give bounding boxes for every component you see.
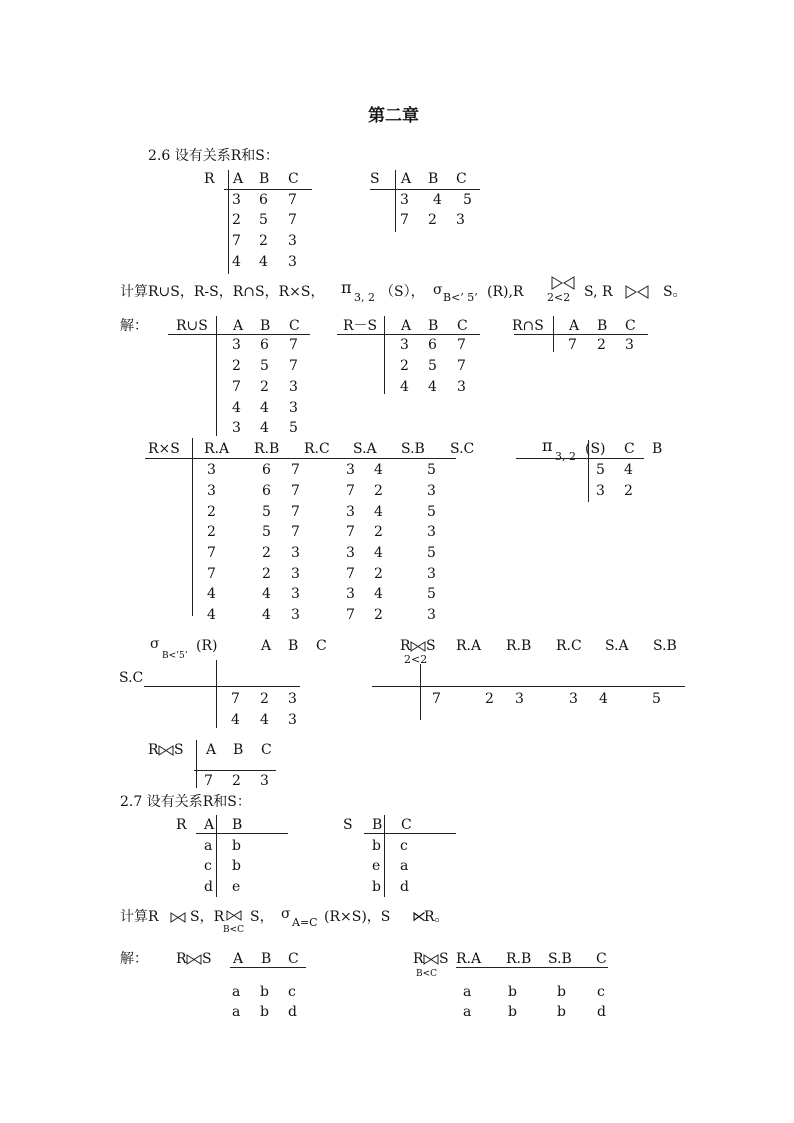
col-header: S.A	[353, 441, 377, 457]
cell: 4	[260, 712, 269, 728]
solution-label: 解：	[120, 318, 148, 334]
cell: 2	[232, 212, 241, 228]
col-header: B	[652, 441, 663, 457]
natural-join-icon	[158, 745, 174, 756]
cell: 4	[262, 607, 271, 623]
header-rule	[337, 334, 480, 335]
pi-symbol: π	[542, 436, 553, 455]
cell: e	[372, 858, 381, 874]
cell: 7	[232, 379, 241, 395]
cell: b	[508, 1004, 517, 1020]
cell: 3	[625, 337, 634, 353]
col-header: B	[232, 817, 243, 833]
col-header: C	[316, 638, 327, 654]
cell: d	[597, 1004, 606, 1020]
cell: 3	[288, 233, 297, 249]
task-text: S, R	[584, 284, 613, 300]
cell: 3	[400, 337, 409, 353]
cell: 4	[374, 545, 383, 561]
cell: 2	[262, 566, 271, 582]
column-divider	[588, 440, 589, 502]
cell: 4	[400, 379, 409, 395]
cell: 7	[288, 192, 297, 208]
cell: c	[400, 838, 408, 854]
sigma-subscript: B<’ 5’	[443, 291, 478, 304]
cell: 3	[291, 545, 300, 561]
cell: 7	[346, 483, 355, 499]
header-rule	[168, 334, 310, 335]
cell: e	[232, 879, 241, 895]
cell: 7	[346, 607, 355, 623]
cell: 3	[207, 462, 216, 478]
cell: b	[260, 1004, 269, 1020]
col-header: C	[401, 817, 412, 833]
cell: 3	[346, 586, 355, 602]
sigma-symbol: σ	[433, 282, 443, 298]
header-rule	[516, 458, 644, 459]
col-header: B	[597, 318, 608, 334]
cell: 7	[457, 337, 466, 353]
cell: 3	[291, 566, 300, 582]
cell: 3	[232, 192, 241, 208]
column-divider	[395, 170, 396, 232]
cell: 7	[346, 524, 355, 540]
cell: d	[204, 879, 213, 895]
natural-join-icon	[624, 285, 650, 299]
task-text: (R),R	[487, 284, 524, 300]
cell: 2	[232, 358, 241, 374]
sigma-symbol: σ	[281, 906, 291, 922]
cell: 2	[400, 358, 409, 374]
cell: 4	[260, 420, 269, 436]
task-text: 计算R∪S，R-S，R∩S，R×S，	[120, 284, 325, 300]
column-divider	[216, 660, 217, 728]
cell: 3	[207, 483, 216, 499]
col-header: R.A	[456, 951, 482, 967]
cell: 3	[400, 192, 409, 208]
col-header: B	[260, 318, 271, 334]
cell: 7	[207, 545, 216, 561]
join-left: R	[148, 742, 159, 758]
cell: 2	[374, 566, 383, 582]
cell: 3	[288, 254, 297, 270]
cell: 2	[259, 233, 268, 249]
cell: 5	[428, 358, 437, 374]
cell: 4	[260, 400, 269, 416]
cell: 6	[262, 483, 271, 499]
header-rule	[370, 189, 480, 190]
join-icon	[410, 641, 426, 652]
relation-name: R×S	[148, 441, 180, 457]
pi-subscript: 3, 2	[555, 450, 576, 463]
join-left: R	[413, 951, 424, 967]
sigma-subscript: A=C	[292, 916, 318, 929]
header-rule	[144, 686, 300, 687]
cell: 2	[624, 483, 633, 499]
column-divider	[216, 316, 217, 436]
cell: 5	[289, 420, 298, 436]
cell: 3	[232, 337, 241, 353]
cell: 3	[427, 524, 436, 540]
col-header: R.C	[304, 441, 330, 457]
col-header: S.B	[653, 638, 677, 654]
relation-name: S	[343, 817, 353, 833]
cell: 7	[207, 566, 216, 582]
col-header: A	[401, 318, 412, 334]
cell: b	[232, 858, 241, 874]
cell: 7	[231, 691, 240, 707]
cell: 7	[289, 358, 298, 374]
cell: 6	[259, 192, 268, 208]
cell: 7	[400, 212, 409, 228]
cell: 4	[433, 192, 442, 208]
solution-label-2-7: 解：	[120, 951, 148, 967]
join-icon	[226, 910, 242, 921]
cell: a	[463, 1004, 472, 1020]
section-2-6-heading: 2.6 设有关系R和S：	[148, 148, 279, 164]
cell: 7	[291, 483, 300, 499]
natural-join-icon	[170, 912, 186, 923]
col-header: C	[288, 171, 299, 187]
cell: d	[400, 879, 409, 895]
cell: 4	[374, 462, 383, 478]
cell: 3	[346, 504, 355, 520]
cell: 3	[289, 400, 298, 416]
natural-join-icon	[186, 954, 202, 965]
join-right: S	[439, 951, 449, 967]
cell: 3	[427, 483, 436, 499]
relation-arg: (S)	[585, 441, 606, 457]
col-header: C	[596, 951, 607, 967]
cell: 2	[374, 607, 383, 623]
column-divider	[384, 815, 385, 897]
cell: 3	[596, 483, 605, 499]
cell: 3	[289, 379, 298, 395]
cell: 7	[288, 212, 297, 228]
cell: 4	[374, 504, 383, 520]
join-condition: B<C	[416, 969, 438, 979]
cell: 4	[232, 400, 241, 416]
column-divider	[192, 438, 193, 616]
col-header: B	[233, 742, 244, 758]
cell: 3	[515, 691, 524, 707]
cell: 2	[207, 504, 216, 520]
cell: 4	[231, 712, 240, 728]
cell: 4	[624, 462, 633, 478]
task-text: S。	[663, 284, 687, 300]
pi-symbol: π	[341, 278, 352, 297]
col-header: S.C	[450, 441, 475, 457]
wrapped-header: S.C	[119, 670, 144, 686]
cell: 3	[457, 379, 466, 395]
col-header: S.B	[548, 951, 572, 967]
col-header: A	[233, 171, 244, 187]
cell: b	[508, 984, 517, 1000]
cell: 4	[207, 607, 216, 623]
cell: 3	[288, 712, 297, 728]
cell: 7	[232, 233, 241, 249]
cell: b	[232, 838, 241, 854]
cell: 3	[346, 545, 355, 561]
cell: a	[463, 984, 472, 1000]
cell: 5	[427, 545, 436, 561]
cell: a	[232, 1004, 241, 1020]
cell: 7	[432, 691, 441, 707]
column-divider	[553, 316, 554, 352]
cell: 6	[428, 337, 437, 353]
cell: 7	[457, 358, 466, 374]
cell: 7	[346, 566, 355, 582]
join-left: R	[400, 638, 411, 654]
cell: 7	[291, 504, 300, 520]
cell: 3	[569, 691, 578, 707]
cell: 5	[262, 504, 271, 520]
cell: 2	[232, 773, 241, 789]
column-divider	[216, 815, 217, 897]
col-header: A	[261, 638, 272, 654]
cell: 3	[456, 212, 465, 228]
task-text: (R×S)，S	[324, 909, 391, 925]
task-text: （S），	[380, 284, 425, 300]
cell: 3	[427, 566, 436, 582]
col-header: B	[428, 171, 439, 187]
cell: 2	[260, 379, 269, 395]
relation-arg: (R)	[196, 638, 218, 654]
col-header: C	[457, 318, 468, 334]
col-header: C	[288, 951, 299, 967]
col-header: C	[625, 318, 636, 334]
cell: 7	[291, 462, 300, 478]
header-rule	[364, 833, 456, 834]
cell: 4	[374, 586, 383, 602]
cell: b	[557, 1004, 566, 1020]
header-rule	[372, 686, 685, 687]
column-divider	[420, 664, 421, 720]
task-text: S，	[250, 909, 274, 925]
join-right: S	[202, 951, 212, 967]
col-header: B	[372, 817, 383, 833]
cell: 2	[262, 545, 271, 561]
cell: 4	[428, 379, 437, 395]
col-header: R.B	[506, 951, 532, 967]
col-header: S.B	[401, 441, 425, 457]
header-rule	[230, 967, 306, 968]
relation-name: R∩S	[512, 318, 544, 334]
col-header: A	[569, 318, 580, 334]
cell: 3	[427, 607, 436, 623]
relation-name: R	[204, 171, 215, 187]
header-rule	[196, 833, 288, 834]
col-header: C	[289, 318, 300, 334]
column-divider	[384, 316, 385, 394]
cell: 5	[427, 586, 436, 602]
header-rule	[456, 967, 608, 968]
cell: b	[372, 879, 381, 895]
cell: 2	[597, 337, 606, 353]
col-header: B	[259, 171, 270, 187]
cell: 3	[260, 773, 269, 789]
join-condition: B<C	[223, 925, 245, 935]
cell: 4	[599, 691, 608, 707]
join-right: S	[174, 742, 184, 758]
pi-subscript: 3, 2	[354, 291, 375, 304]
cell: b	[260, 984, 269, 1000]
cell: 5	[596, 462, 605, 478]
col-header: C	[261, 742, 272, 758]
col-header: B	[428, 318, 439, 334]
relation-name: S	[370, 171, 380, 187]
cell: 5	[427, 504, 436, 520]
cell: 5	[259, 212, 268, 228]
col-header: R.A	[204, 441, 230, 457]
cell: 3	[291, 607, 300, 623]
join-left: R	[176, 951, 187, 967]
cell: 2	[374, 483, 383, 499]
column-divider	[196, 740, 197, 788]
sigma-subscript: B<’5’	[162, 651, 188, 661]
cell: d	[288, 1004, 297, 1020]
sigma-symbol: σ	[150, 636, 160, 652]
cell: 7	[568, 337, 577, 353]
cell: a	[232, 984, 241, 1000]
relation-name: R	[176, 817, 187, 833]
page-title: 第二章	[368, 106, 419, 126]
cell: 7	[289, 337, 298, 353]
semijoin-icon: ⋉	[412, 909, 426, 925]
col-header: R.B	[254, 441, 280, 457]
header-rule	[224, 189, 312, 190]
cell: b	[372, 838, 381, 854]
cell: b	[557, 984, 566, 1000]
column-divider	[228, 170, 229, 274]
col-header: B	[288, 638, 299, 654]
cell: 5	[427, 462, 436, 478]
cell: 4	[232, 254, 241, 270]
col-header: C	[456, 171, 467, 187]
relation-name: R－S	[343, 318, 378, 334]
header-rule	[194, 770, 276, 771]
relation-name: R∪S	[176, 318, 208, 334]
cell: 5	[262, 524, 271, 540]
col-header: R.B	[506, 638, 532, 654]
cell: a	[204, 838, 213, 854]
cell: a	[400, 858, 409, 874]
section-2-7-heading: 2.7 设有关系R和S：	[120, 794, 251, 810]
col-header: A	[233, 318, 244, 334]
cell: 7	[204, 773, 213, 789]
cell: 6	[260, 337, 269, 353]
cell: c	[597, 984, 605, 1000]
cell: c	[288, 984, 296, 1000]
col-header: R.C	[556, 638, 582, 654]
col-header: R.A	[456, 638, 482, 654]
cell: 7	[291, 524, 300, 540]
task-text: S，R	[190, 909, 225, 925]
cell: 3	[288, 691, 297, 707]
task-text: R。	[424, 909, 449, 925]
cell: 2	[207, 524, 216, 540]
cell: 3	[346, 462, 355, 478]
cell: 3	[291, 586, 300, 602]
cell: 2	[428, 212, 437, 228]
cell: 2	[485, 691, 494, 707]
join-icon	[423, 954, 439, 965]
cell: 6	[262, 462, 271, 478]
header-rule	[514, 334, 648, 335]
col-header: B	[261, 951, 272, 967]
join-condition: 2<2	[404, 653, 428, 666]
task-text: 计算R	[120, 909, 159, 925]
col-header: A	[204, 817, 215, 833]
cell: 5	[463, 192, 472, 208]
cell: 5	[260, 358, 269, 374]
cell: 4	[259, 254, 268, 270]
join-condition: 2<2	[547, 291, 571, 304]
cell: c	[204, 858, 212, 874]
join-icon	[550, 276, 576, 290]
cell: 2	[374, 524, 383, 540]
cell: 3	[232, 420, 241, 436]
col-header: C	[624, 441, 635, 457]
join-right: S	[426, 638, 436, 654]
cell: 2	[260, 691, 269, 707]
cell: 4	[207, 586, 216, 602]
cell: 4	[262, 586, 271, 602]
col-header: A	[206, 742, 217, 758]
col-header: A	[401, 171, 412, 187]
col-header: A	[233, 951, 244, 967]
col-header: S.A	[605, 638, 629, 654]
cell: 5	[652, 691, 661, 707]
